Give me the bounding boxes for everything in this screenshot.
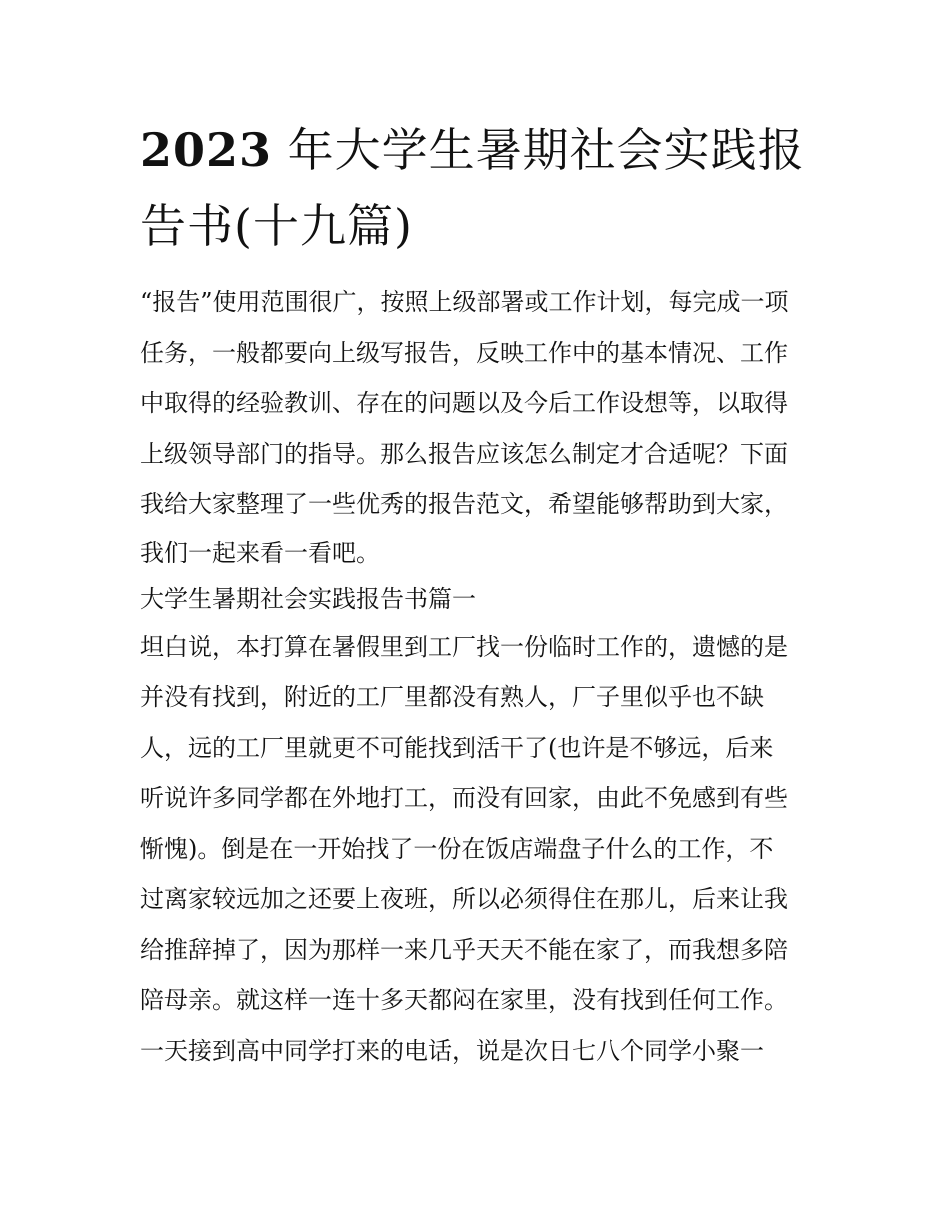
title-line-1-text: 年大学生暑期社会实践报 [272, 123, 805, 177]
section-line: 人，远的工厂里就更不可能找到活干了(也许是不够远，后来 [140, 733, 774, 762]
section-line: 惭愧)。倒是在一开始找了一份在饭店端盘子什么的工作，不 [140, 834, 774, 863]
document-body [140, 277, 830, 1076]
title-year: 2023 [140, 123, 273, 177]
intro-line: “报告”使用范围很广，按照上级部署或工作计划，每完成一项 [140, 288, 789, 316]
section-heading: 大学生暑期社会实践报告书篇一 [140, 584, 476, 613]
section-line: 一天接到高中同学打来的电话，说是次日七八个同学小聚一 [140, 1036, 764, 1065]
section-line: 过离家较远加之还要上夜班，所以必须得住在那儿，后来让我 [140, 885, 788, 913]
section-line: 坦白说，本打算在暑假里到工厂找一份临时工作的，遗憾的是 [140, 632, 788, 661]
intro-line: 任务，一般都要向上级写报告，反映工作中的基本情况、工作 [140, 338, 788, 367]
intro-line: 我给大家整理了一些优秀的报告范文，希望能够帮助到大家， [140, 490, 788, 518]
title-line-2: 告书(十九篇) [140, 199, 413, 253]
section-line: 听说许多同学都在外地打工，而没有回家，由此不免感到有些 [140, 784, 788, 812]
intro-line: 我们一起来看一看吧。 [140, 538, 380, 567]
section-line: 给推辞掉了，因为那样一来几乎天天不能在家了，而我想多陪 [140, 935, 788, 964]
intro-line: 中取得的经验教训、存在的问题以及今后工作设想等，以取得 [140, 389, 788, 417]
intro-line: 上级领导部门的指导。那么报告应该怎么制定才合适呢？下面 [140, 439, 788, 468]
title-line-1 [140, 112, 820, 188]
section-line: 并没有找到，附近的工厂里都没有熟人，厂子里似乎也不缺 [140, 683, 764, 711]
document-title [140, 112, 820, 264]
section-line: 陪母亲。就这样一连十多天都闷在家里，没有找到任何工作。 [140, 986, 788, 1014]
